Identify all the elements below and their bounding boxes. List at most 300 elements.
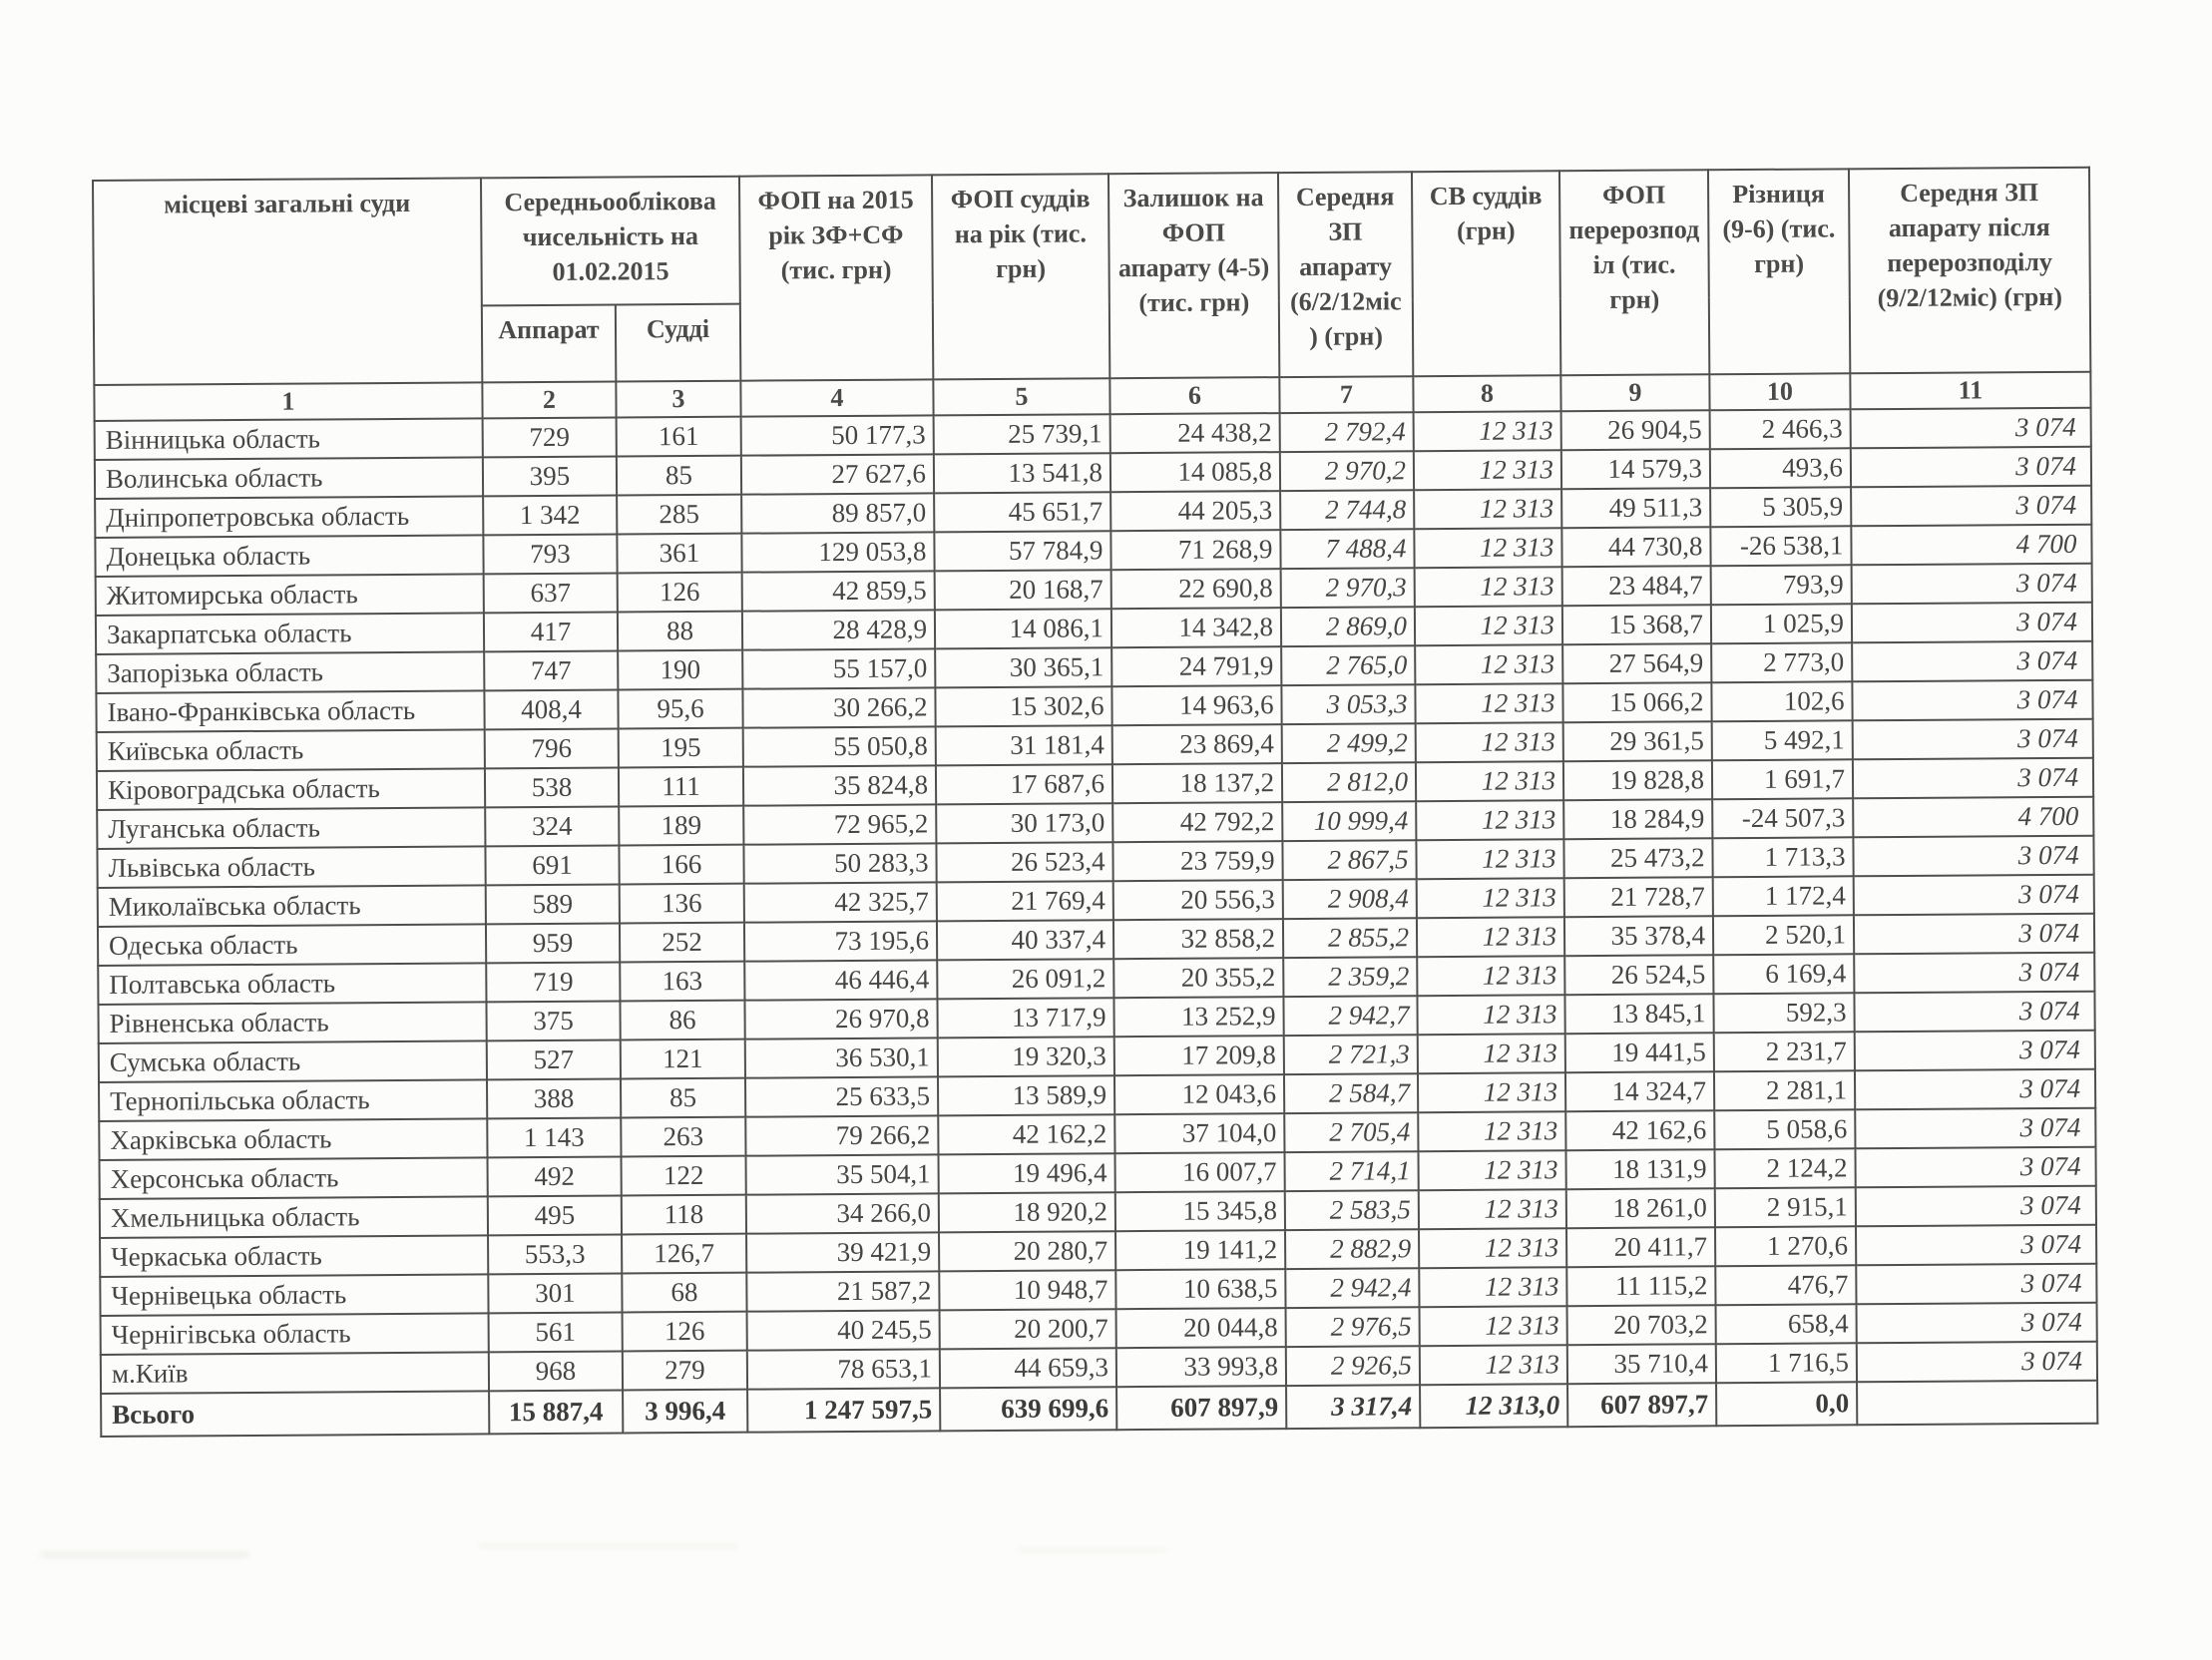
- table-cell: 2 855,2: [1283, 918, 1417, 958]
- table-cell: 6 169,4: [1713, 954, 1854, 994]
- region-name: Сумська область: [99, 1040, 487, 1082]
- table-cell: 417: [484, 613, 618, 652]
- table-cell: 3 074: [1854, 992, 2094, 1033]
- table-cell: 86: [620, 1001, 744, 1040]
- table-cell: 55 050,8: [743, 726, 936, 766]
- table-cell: 3 053,3: [1281, 684, 1415, 724]
- table-cell: 959: [486, 924, 620, 964]
- table-cell: 375: [486, 1002, 620, 1041]
- region-name: Миколаївська область: [98, 885, 486, 927]
- table-cell: 1 025,9: [1711, 604, 1852, 643]
- table-cell: 12 313: [1416, 800, 1563, 840]
- table-cell: 19 141,2: [1115, 1230, 1285, 1270]
- table-cell: 19 441,5: [1565, 1033, 1714, 1072]
- table-cell: 637: [484, 574, 618, 614]
- table-cell: 42 162,6: [1565, 1110, 1714, 1150]
- table-cell: 35 378,4: [1564, 916, 1713, 956]
- table-cell: 3 074: [1854, 953, 2094, 994]
- table-cell: 195: [619, 728, 743, 768]
- table-cell: 2 584,7: [1284, 1073, 1418, 1113]
- table-cell: 16 007,7: [1114, 1152, 1284, 1192]
- table-cell: 72 965,2: [743, 804, 936, 844]
- table-cell: 493,6: [1710, 448, 1851, 488]
- total-label: Всього: [101, 1391, 489, 1437]
- table-cell: 55 157,0: [742, 648, 935, 688]
- table-cell: 129 053,8: [741, 532, 934, 572]
- table-cell: 1 342: [483, 496, 617, 536]
- column-number: 2: [482, 382, 616, 419]
- region-name: Харківська область: [99, 1118, 487, 1160]
- table-cell: 388: [487, 1079, 621, 1119]
- table-cell: 24 791,9: [1111, 646, 1281, 686]
- table-cell: 12 313: [1415, 683, 1562, 723]
- header-fop-judges: ФОП суддів на рік (тис. грн): [932, 174, 1109, 379]
- table-cell: 68: [622, 1273, 746, 1313]
- table-cell: 492: [488, 1157, 622, 1197]
- region-name: Київська область: [97, 729, 485, 771]
- table-cell: 3 074: [1856, 1225, 2096, 1266]
- table-cell: 639 699,6: [940, 1387, 1116, 1431]
- region-name: Одеська область: [98, 924, 486, 966]
- table-cell: 15 368,7: [1562, 605, 1711, 644]
- table-cell: 12 313: [1414, 450, 1561, 490]
- table-cell: 15 887,4: [489, 1390, 623, 1434]
- table-cell: 85: [621, 1078, 745, 1118]
- table-cell: 17 209,8: [1114, 1036, 1284, 1075]
- table-cell: 2 466,3: [1710, 409, 1851, 449]
- table-cell: [1857, 1381, 2097, 1426]
- table-cell: 19 828,8: [1563, 760, 1712, 800]
- table-cell: 44 659,3: [940, 1348, 1116, 1388]
- table-cell: 161: [617, 417, 741, 457]
- table-cell: 10 999,4: [1282, 801, 1416, 841]
- table-cell: 5 305,9: [1710, 487, 1851, 527]
- table-cell: 85: [617, 456, 741, 496]
- table-cell: 592,3: [1713, 993, 1854, 1033]
- table-cell: 395: [483, 457, 617, 497]
- table-cell: 12 313: [1418, 1150, 1565, 1190]
- table-cell: 2 867,5: [1282, 840, 1416, 880]
- table-cell: 2 231,7: [1714, 1032, 1855, 1071]
- table-cell: 22 690,8: [1111, 569, 1281, 609]
- table-cell: 2 915,1: [1715, 1187, 1856, 1227]
- table-cell: 118: [622, 1195, 746, 1235]
- table-cell: 3 074: [1851, 486, 2091, 527]
- table-cell: 14 342,8: [1111, 608, 1281, 647]
- table-cell: 2 942,4: [1285, 1268, 1419, 1308]
- table-cell: 30 266,2: [742, 687, 935, 727]
- table-cell: 49 511,3: [1561, 488, 1710, 528]
- table-cell: 12 313: [1418, 1072, 1565, 1112]
- region-name: Хмельницька область: [100, 1196, 488, 1238]
- table-cell: 12 313: [1416, 722, 1563, 762]
- table-cell: 1 270,6: [1715, 1226, 1856, 1266]
- table-cell: 89 857,0: [741, 493, 934, 533]
- table-cell: 23 484,7: [1562, 566, 1711, 606]
- table-cell: 12 313: [1418, 1111, 1565, 1151]
- table-cell: 691: [485, 846, 619, 886]
- table-cell: 57 784,9: [934, 531, 1110, 571]
- region-name: Херсонська область: [100, 1157, 488, 1199]
- table-cell: 30 365,1: [935, 647, 1111, 687]
- header-avg-salary-after: Середня ЗП апарату після перерозподілу (9/2/12міс) (грн): [1849, 168, 2090, 374]
- column-number: 4: [740, 379, 933, 416]
- table-cell: 1 247 597,5: [747, 1388, 940, 1432]
- region-name: Дніпропетровська область: [95, 496, 483, 538]
- table-cell: 25 633,5: [745, 1076, 938, 1116]
- table-cell: 12 313: [1416, 839, 1563, 879]
- header-fop-redistribution: ФОП перерозподіл (тис. грн): [1559, 170, 1709, 375]
- column-number: 10: [1709, 373, 1850, 410]
- table-cell: 2 705,4: [1284, 1112, 1418, 1152]
- table-cell: 20 411,7: [1566, 1227, 1715, 1267]
- table-cell: 23 759,9: [1112, 841, 1282, 881]
- table-cell: 14 086,1: [935, 609, 1111, 648]
- table-cell: 17 687,6: [936, 764, 1112, 804]
- table-cell: 12 313: [1419, 1228, 1566, 1268]
- table-cell: 2 970,3: [1281, 568, 1415, 608]
- region-name: Тернопільська область: [99, 1079, 487, 1121]
- table-cell: 3 074: [1852, 680, 2092, 721]
- table-cell: -24 507,3: [1712, 798, 1853, 838]
- column-number: 5: [933, 378, 1109, 415]
- table-cell: 747: [484, 651, 618, 691]
- table-cell: 13 541,8: [934, 453, 1110, 493]
- payroll-table: [92, 167, 2098, 1438]
- table-cell: 3 074: [1851, 447, 2091, 488]
- table-cell: 476,7: [1715, 1265, 1856, 1305]
- table-cell: 538: [485, 768, 619, 808]
- table-cell: 2 744,8: [1280, 490, 1414, 530]
- table-cell: 3 074: [1855, 1147, 2095, 1188]
- table-cell: 2 869,0: [1281, 607, 1415, 646]
- table-cell: 79 266,2: [745, 1115, 938, 1155]
- column-number: 9: [1560, 374, 1709, 411]
- table-cell: 88: [618, 612, 742, 651]
- region-name: Луганська область: [97, 807, 485, 849]
- table-cell: 18 261,0: [1566, 1188, 1715, 1228]
- table-cell: 12 043,6: [1114, 1074, 1284, 1114]
- header-fop-2015: ФОП на 2015 рік ЗФ+СФ (тис. грн): [739, 175, 933, 380]
- header-difference: Різниця (9-6) (тис. грн): [1708, 169, 1850, 374]
- table-cell: 50 283,3: [743, 843, 936, 883]
- table-cell: 7 488,4: [1280, 529, 1414, 569]
- table-cell: 40 245,5: [747, 1310, 940, 1350]
- table-cell: 14 085,8: [1110, 452, 1280, 492]
- table-cell: 28 428,9: [742, 610, 935, 649]
- table-cell: 12 313: [1414, 411, 1561, 451]
- table-cell: 12 313: [1417, 878, 1564, 918]
- table-cell: 126: [618, 573, 742, 613]
- table-cell: 561: [489, 1312, 623, 1352]
- table-cell: 42 162,2: [938, 1114, 1114, 1154]
- table-cell: 27 564,9: [1562, 643, 1711, 683]
- table-cell: 126: [623, 1312, 747, 1352]
- table-cell: 136: [620, 884, 744, 924]
- table-cell: 3 074: [1853, 719, 2093, 760]
- table-cell: 3 074: [1857, 1342, 2097, 1383]
- table-cell: 189: [619, 806, 743, 846]
- table-cell: 793: [483, 535, 617, 575]
- table-cell: 495: [488, 1196, 622, 1236]
- region-name: Вінницька область: [95, 418, 483, 460]
- table-cell: 11 115,2: [1566, 1266, 1715, 1306]
- table-cell: 10 948,7: [939, 1270, 1115, 1310]
- table-cell: 20 168,7: [935, 570, 1111, 610]
- table-cell: 2 976,5: [1286, 1307, 1420, 1347]
- table-cell: 36 530,1: [745, 1038, 938, 1077]
- table-cell: 3 074: [1853, 836, 2093, 877]
- table-cell: 3 317,4: [1286, 1385, 1420, 1429]
- table-cell: 46 446,4: [744, 960, 937, 1000]
- table-cell: 12 313: [1415, 644, 1562, 684]
- table-cell: 2 942,7: [1283, 996, 1417, 1036]
- region-name: Запорізька область: [96, 651, 484, 693]
- table-cell: 12 313: [1419, 1189, 1566, 1229]
- table-cell: 19 320,3: [938, 1037, 1114, 1076]
- table-cell: 589: [486, 885, 620, 925]
- table-cell: 2 583,5: [1285, 1190, 1419, 1230]
- table-cell: 12 313: [1414, 489, 1561, 529]
- table-cell: 13 589,9: [938, 1075, 1114, 1115]
- table-cell: 968: [489, 1351, 623, 1391]
- table-cell: 25 473,2: [1563, 838, 1712, 878]
- table-cell: 12 313: [1414, 528, 1561, 568]
- table-cell: 20 280,7: [939, 1231, 1115, 1271]
- table-cell: 35 824,8: [743, 765, 936, 805]
- table-cell: 122: [622, 1156, 746, 1196]
- table-cell: 553,3: [488, 1235, 622, 1275]
- region-name: Полтавська область: [98, 963, 486, 1005]
- table-cell: 24 438,2: [1110, 413, 1280, 453]
- table-cell: 263: [621, 1117, 745, 1157]
- table-cell: 658,4: [1716, 1304, 1857, 1344]
- header-avg-salary: Середня ЗП апарату (6/2/12міс) (грн): [1278, 172, 1413, 377]
- table-cell: 285: [617, 495, 741, 535]
- table-cell: 14 579,3: [1561, 449, 1710, 489]
- table-cell: 12 313: [1417, 995, 1564, 1035]
- table-cell: 3 074: [1852, 564, 2092, 605]
- table-cell: 3 074: [1851, 408, 2091, 449]
- table-cell: 3 074: [1855, 1031, 2095, 1071]
- table-cell: 12 313: [1417, 917, 1564, 957]
- table-cell: 26 091,2: [937, 959, 1113, 999]
- table-cell: 1 716,5: [1716, 1343, 1857, 1383]
- table-cell: 18 920,2: [939, 1192, 1115, 1232]
- region-name: Рівненська область: [98, 1002, 486, 1043]
- table-cell: 607 897,7: [1567, 1383, 1716, 1427]
- region-name: Житомирська область: [96, 574, 484, 616]
- table-cell: 102,6: [1711, 681, 1852, 721]
- table-cell: 20 044,8: [1116, 1308, 1286, 1348]
- table-cell: 3 074: [1854, 875, 2094, 916]
- table-cell: 18 131,9: [1565, 1149, 1714, 1189]
- table-cell: 12 313: [1418, 1034, 1565, 1073]
- table-cell: 166: [619, 845, 743, 885]
- table-cell: 13 717,9: [937, 998, 1113, 1038]
- table-cell: 5 492,1: [1712, 720, 1853, 760]
- table-cell: 527: [487, 1040, 621, 1080]
- table-cell: 2 926,5: [1286, 1346, 1420, 1386]
- table-cell: 2 499,2: [1282, 723, 1416, 763]
- table-cell: 26 523,4: [936, 842, 1112, 882]
- header-courts: місцеві загальні суди: [93, 178, 482, 385]
- table-cell: 35 504,1: [746, 1154, 939, 1194]
- table-cell: 12 313: [1420, 1306, 1567, 1346]
- table-cell: 126,7: [622, 1234, 746, 1274]
- region-name: Івано-Франківська область: [96, 690, 484, 732]
- table-cell: 361: [617, 534, 741, 574]
- table-cell: 121: [621, 1039, 745, 1079]
- table-cell: 12 313: [1417, 956, 1564, 996]
- table-cell: 14 963,6: [1111, 685, 1281, 725]
- table-cell: 21 728,7: [1564, 877, 1713, 917]
- table-cell: 3 074: [1855, 1069, 2095, 1110]
- table-cell: 3 074: [1852, 641, 2092, 682]
- table-cell: 19 496,4: [939, 1153, 1115, 1193]
- table-cell: 44 205,3: [1110, 491, 1280, 531]
- column-number: 11: [1850, 372, 2090, 410]
- table-cell: 20 355,2: [1113, 958, 1283, 998]
- scan-smudge: [1018, 1548, 1167, 1552]
- table-cell: 95,6: [618, 689, 742, 729]
- table-cell: 25 739,1: [934, 414, 1110, 454]
- table-cell: 21 769,4: [937, 881, 1113, 921]
- table-cell: 4 700: [1851, 525, 2091, 566]
- table-cell: 21 587,2: [746, 1271, 939, 1311]
- table-cell: 23 869,4: [1112, 724, 1282, 764]
- table-cell: 3 074: [1856, 1186, 2096, 1227]
- table-cell: 12 313: [1415, 606, 1562, 645]
- table-cell: 5 058,6: [1714, 1109, 1855, 1149]
- table-cell: 408,4: [484, 690, 618, 730]
- table-cell: 78 653,1: [747, 1349, 940, 1389]
- header-avg-count-group: Середньооблікова чисельність на 01.02.2015: [481, 177, 740, 306]
- region-name: Чернівецька область: [100, 1274, 488, 1316]
- region-name: Донецька область: [95, 535, 483, 577]
- table-cell: 324: [485, 807, 619, 847]
- table-cell: 15 066,2: [1562, 682, 1711, 722]
- table-cell: 12 313: [1415, 567, 1562, 607]
- table-cell: 190: [618, 650, 742, 690]
- table-cell: 2 792,4: [1280, 412, 1414, 452]
- table-body: [95, 408, 2098, 1437]
- table-cell: 20 703,2: [1567, 1305, 1716, 1345]
- table-cell: 252: [620, 923, 744, 963]
- table-cell: 719: [486, 963, 620, 1003]
- column-number: 7: [1279, 376, 1413, 413]
- table-cell: 30 173,0: [936, 803, 1112, 843]
- table-cell: 42 325,7: [744, 882, 937, 922]
- region-name: Волинська область: [95, 457, 483, 499]
- table-cell: 31 181,4: [936, 725, 1112, 765]
- region-name: Львівська область: [97, 846, 485, 888]
- table-cell: 1 713,3: [1712, 837, 1853, 877]
- table-cell: 12 313,0: [1420, 1384, 1567, 1428]
- table-cell: -26 538,1: [1710, 526, 1851, 566]
- table-cell: 2 970,2: [1280, 451, 1414, 491]
- table-cell: 14 324,7: [1565, 1071, 1714, 1111]
- table-cell: 1 691,7: [1712, 759, 1853, 799]
- region-name: Чернігівська область: [101, 1313, 489, 1355]
- table-cell: 1 172,4: [1713, 876, 1854, 916]
- table-cell: 32 858,2: [1113, 919, 1283, 959]
- table-cell: 20 200,7: [940, 1309, 1116, 1349]
- column-number: 8: [1413, 375, 1560, 412]
- table-cell: 111: [619, 767, 743, 807]
- table-cell: 2 281,1: [1714, 1070, 1855, 1110]
- table-cell: 71 268,9: [1110, 530, 1280, 570]
- table-cell: 3 074: [1855, 1108, 2095, 1149]
- table-cell: 13 252,9: [1113, 997, 1283, 1037]
- table-cell: 796: [485, 729, 619, 769]
- table-cell: 2 765,0: [1281, 645, 1415, 685]
- table-cell: 607 897,9: [1116, 1386, 1286, 1430]
- table-cell: 3 074: [1853, 758, 2093, 799]
- column-number: 1: [94, 382, 482, 421]
- table-cell: 2 882,9: [1285, 1229, 1419, 1269]
- table-cell: 1 143: [487, 1118, 621, 1158]
- table-cell: 793,9: [1711, 565, 1852, 605]
- column-number: 3: [616, 381, 740, 418]
- table-cell: 15 345,8: [1115, 1191, 1285, 1231]
- table-cell: 3 074: [1857, 1303, 2097, 1344]
- table-cell: 12 313: [1420, 1345, 1567, 1385]
- table-cell: 26 524,5: [1564, 955, 1713, 995]
- table-cell: 42 859,5: [742, 571, 935, 611]
- table-cell: 2 714,1: [1284, 1151, 1418, 1191]
- table-cell: 163: [620, 962, 744, 1002]
- table-cell: 2 520,1: [1713, 915, 1854, 955]
- table-cell: 39 421,9: [746, 1232, 939, 1272]
- table-cell: 35 710,4: [1567, 1344, 1716, 1384]
- table-cell: 12 313: [1419, 1267, 1566, 1307]
- table-cell: 4 700: [1853, 797, 2093, 838]
- table-cell: 34 266,0: [746, 1193, 939, 1233]
- table-cell: 18 284,9: [1563, 799, 1712, 839]
- table-cell: 2 812,0: [1282, 762, 1416, 802]
- header-sv-judges: СВ суддів (грн): [1412, 171, 1560, 376]
- region-name: Черкаська область: [100, 1235, 488, 1277]
- table-cell: 2 773,0: [1711, 642, 1852, 682]
- table-cell: 3 074: [1856, 1264, 2096, 1305]
- table-cell: 0,0: [1716, 1382, 1857, 1426]
- table-cell: 40 337,4: [937, 920, 1113, 960]
- table-cell: 15 302,6: [935, 686, 1111, 726]
- region-name: м.Київ: [101, 1352, 489, 1394]
- header-staff: Аппарат: [482, 305, 617, 383]
- table-cell: 20 556,3: [1113, 880, 1283, 920]
- table-cell: 33 993,8: [1116, 1347, 1286, 1387]
- table-cell: 3 074: [1854, 914, 2094, 955]
- table-cell: 18 137,2: [1112, 763, 1282, 803]
- table-cell: 73 195,6: [744, 921, 937, 961]
- table-cell: 27 627,6: [741, 454, 934, 494]
- table-cell: 279: [623, 1351, 747, 1391]
- table-container: [92, 167, 2098, 1438]
- scan-smudge: [40, 1552, 249, 1557]
- table-cell: 45 651,7: [934, 492, 1110, 532]
- table-cell: 2 359,2: [1283, 957, 1417, 997]
- table-cell: 3 074: [1852, 603, 2092, 643]
- table-cell: 2 721,3: [1284, 1035, 1418, 1074]
- table-cell: 3 996,4: [623, 1390, 747, 1434]
- table-cell: 26 970,8: [744, 999, 937, 1038]
- table-cell: 37 104,0: [1114, 1113, 1284, 1153]
- table-cell: 50 177,3: [741, 415, 934, 455]
- table-cell: 13 845,1: [1564, 994, 1713, 1034]
- table-cell: 42 792,2: [1112, 802, 1282, 842]
